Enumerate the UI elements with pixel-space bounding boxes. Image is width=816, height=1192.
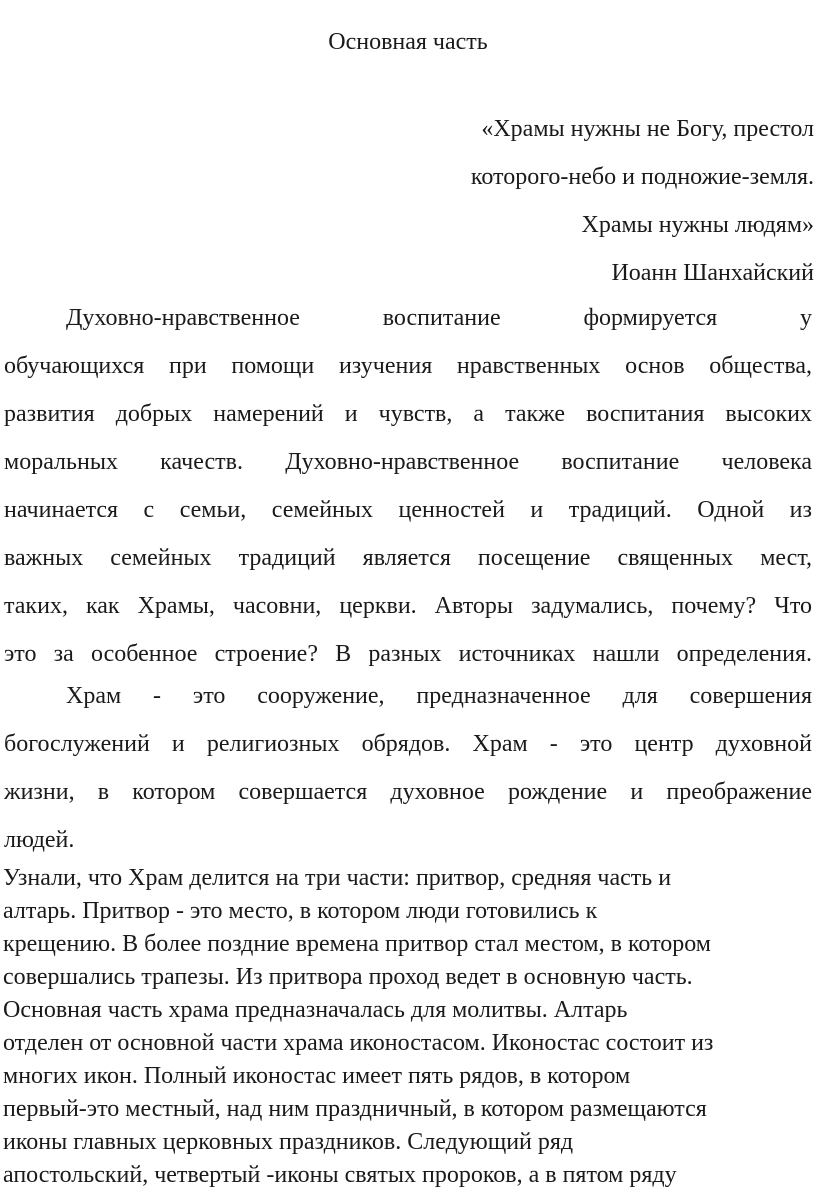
paragraph-line: обучающихся при помощи изучения нравственных основ общества, [4, 353, 812, 379]
epigraph-line: Храмы нужны людям» [581, 212, 814, 238]
paragraph-line: многих икон. Полный иконостас имеет пять рядов, в котором [3, 1063, 631, 1089]
paragraph-line: первый-это местный, над ним праздничный, в котором размещаются [3, 1096, 707, 1122]
paragraph-line: иконы главных церковных праздников. Следующий ряд [3, 1129, 574, 1155]
paragraph-line: отделен от основной части храма иконостасом. Иконостас состоит из [3, 1030, 714, 1056]
paragraph-line: Духовно-нравственное воспитание формируется у [66, 305, 812, 331]
paragraph-line: таких, как Храмы, часовни, церкви. Авторы задумались, почему? Что [4, 593, 812, 619]
epigraph-line: «Храмы нужны не Богу, престол [481, 116, 814, 142]
paragraph-temple-parts [3, 862, 812, 1192]
paragraph-line: Узнали, что Храм делится на три части: притвор, средняя часть и [3, 865, 672, 891]
paragraph-temple-definition [4, 672, 812, 864]
epigraph-line: которого-небо и подножие-земля. [470, 164, 814, 190]
paragraph-line: жизни, в котором совершается духовное рождение и преображение [4, 779, 812, 805]
paragraph-line: совершались трапезы. Из притвора проход ведет в основную часть. [3, 964, 693, 990]
paragraph-line: важных семейных традиций является посещение священных мест, [4, 545, 812, 571]
paragraph-line: алтарь. Притвор - это место, в котором люди готовились к [3, 898, 598, 924]
paragraph-line: крещению. В более поздние времена притвор стал местом, в котором [3, 931, 711, 957]
epigraph [114, 105, 814, 297]
paragraph-line: Основная часть храма предназначалась для молитвы. Алтарь [3, 997, 628, 1023]
paragraph-line: людей. [4, 827, 75, 853]
paragraph-line: развития добрых намерений и чувств, а также воспитания высоких [4, 401, 812, 427]
paragraph-line: богослужений и религиозных обрядов. Храм - это центр духовной [4, 731, 812, 757]
paragraph-line: моральных качеств. Духовно-нравственное воспитание человека [4, 449, 812, 475]
paragraph-line: это за особенное строение? В разных источниках нашли определения. [4, 641, 812, 667]
section-heading: Основная часть [328, 29, 488, 55]
paragraph-line: начинается с семьи, семейных ценностей и традиций. Одной из [4, 497, 812, 523]
paragraph-spiritual-education [4, 294, 812, 678]
paragraph-line: Храм - это сооружение, предназначенное для совершения [66, 683, 812, 709]
paragraph-line: апостольский, четвертый -иконы святых пророков, а в пятом ряду [3, 1162, 677, 1188]
epigraph-author: Иоанн Шанхайский [611, 260, 814, 286]
